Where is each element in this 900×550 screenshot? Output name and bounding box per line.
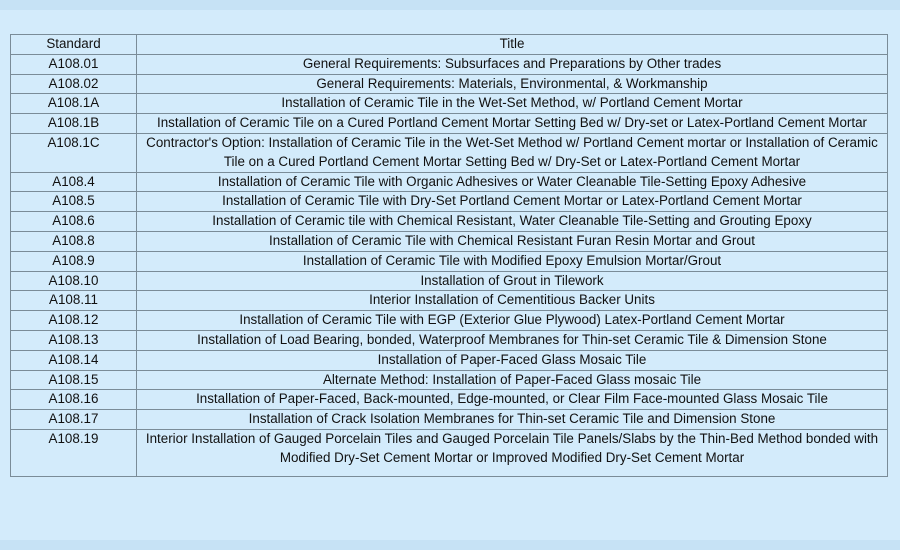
table-row [11,192,888,212]
table-row [11,370,888,390]
standard-title-cell: Installation of Load Bearing, bonded, Waterproof Membranes for Thin-set Ceramic Tile & Dimension Stone [137,330,888,350]
standard-title-cell: Installation of Ceramic Tile with EGP (Exterior Glue Plywood) Latex-Portland Cement Mortar [137,311,888,331]
table-row [11,231,888,251]
standard-title-cell: Contractor's Option: Installation of Ceramic Tile in the Wet-Set Method w/ Portland Cement mortar or Installation of Ceramic Tile on a Cured Portland Cement Mortar Setting Bed w/ Dry-Set or Latex-Portland Cement Mortar [137,133,888,172]
column-header-title: Title [137,35,888,55]
standard-code-cell: A108.15 [11,370,137,390]
table-row [11,114,888,134]
table-row [11,350,888,370]
standard-code-cell: A108.1B [11,114,137,134]
standard-title-cell: Interior Installation of Cementitious Backer Units [137,291,888,311]
table-row [11,291,888,311]
table-row [11,212,888,232]
table-row [11,172,888,192]
standard-title-cell: Installation of Ceramic Tile on a Cured Portland Cement Mortar Setting Bed w/ Dry-set or Latex-Portland Cement Mortar [137,114,888,134]
standard-title-cell: Installation of Ceramic Tile with Dry-Set Portland Cement Mortar or Latex-Portland Cement Mortar [137,192,888,212]
standard-code-cell: A108.6 [11,212,137,232]
standard-title-cell: Installation of Ceramic Tile in the Wet-Set Method, w/ Portland Cement Mortar [137,94,888,114]
standard-title-cell: Installation of Grout in Tilework [137,271,888,291]
standard-code-cell: A108.12 [11,311,137,331]
standard-code-cell: A108.1A [11,94,137,114]
standard-code-cell: A108.1C [11,133,137,172]
standard-code-cell: A108.10 [11,271,137,291]
standard-code-cell: A108.14 [11,350,137,370]
standard-title-cell: Installation of Paper-Faced, Back-mounted, Edge-mounted, or Clear Film Face-mounted Glass Mosaic Tile [137,390,888,410]
table-row [11,271,888,291]
standard-title-cell: Installation of Paper-Faced Glass Mosaic Tile [137,350,888,370]
table-row [11,54,888,74]
table-body [11,54,888,476]
table-row [11,429,888,476]
standard-code-cell: A108.4 [11,172,137,192]
table-row [11,74,888,94]
table-row [11,94,888,114]
standard-title-cell: Installation of Ceramic Tile with Chemical Resistant Furan Resin Mortar and Grout [137,231,888,251]
standard-code-cell: A108.9 [11,251,137,271]
standard-code-cell: A108.13 [11,330,137,350]
table-row [11,133,888,172]
standard-code-cell: A108.16 [11,390,137,410]
table-row [11,311,888,331]
standard-code-cell: A108.11 [11,291,137,311]
standard-title-cell: Installation of Ceramic Tile with Modified Epoxy Emulsion Mortar/Grout [137,251,888,271]
table-row [11,251,888,271]
table-row [11,410,888,430]
standard-title-cell: Installation of Crack Isolation Membranes for Thin-set Ceramic Tile and Dimension Stone [137,410,888,430]
standards-table [10,34,888,477]
standard-title-cell: General Requirements: Materials, Environmental, & Workmanship [137,74,888,94]
table-row [11,390,888,410]
standard-code-cell: A108.02 [11,74,137,94]
standard-code-cell: A108.17 [11,410,137,430]
standard-code-cell: A108.5 [11,192,137,212]
table-header-row [11,35,888,55]
standard-title-cell: Interior Installation of Gauged Porcelain Tiles and Gauged Porcelain Tile Panels/Slabs by the Thin-Bed Method bonded with Modified Dry-Set Cement Mortar or Improved Modified Dry-Set Cement Mortar [137,429,888,476]
standard-title-cell: Installation of Ceramic tile with Chemical Resistant, Water Cleanable Tile-Setting and Grouting Epoxy [137,212,888,232]
standard-code-cell: A108.8 [11,231,137,251]
standard-code-cell: A108.01 [11,54,137,74]
standard-title-cell: General Requirements: Subsurfaces and Preparations by Other trades [137,54,888,74]
table-row [11,330,888,350]
standard-title-cell: Alternate Method: Installation of Paper-Faced Glass mosaic Tile [137,370,888,390]
standard-code-cell: A108.19 [11,429,137,476]
column-header-standard: Standard [11,35,137,55]
standard-title-cell: Installation of Ceramic Tile with Organic Adhesives or Water Cleanable Tile-Setting Epoxy Adhesive [137,172,888,192]
